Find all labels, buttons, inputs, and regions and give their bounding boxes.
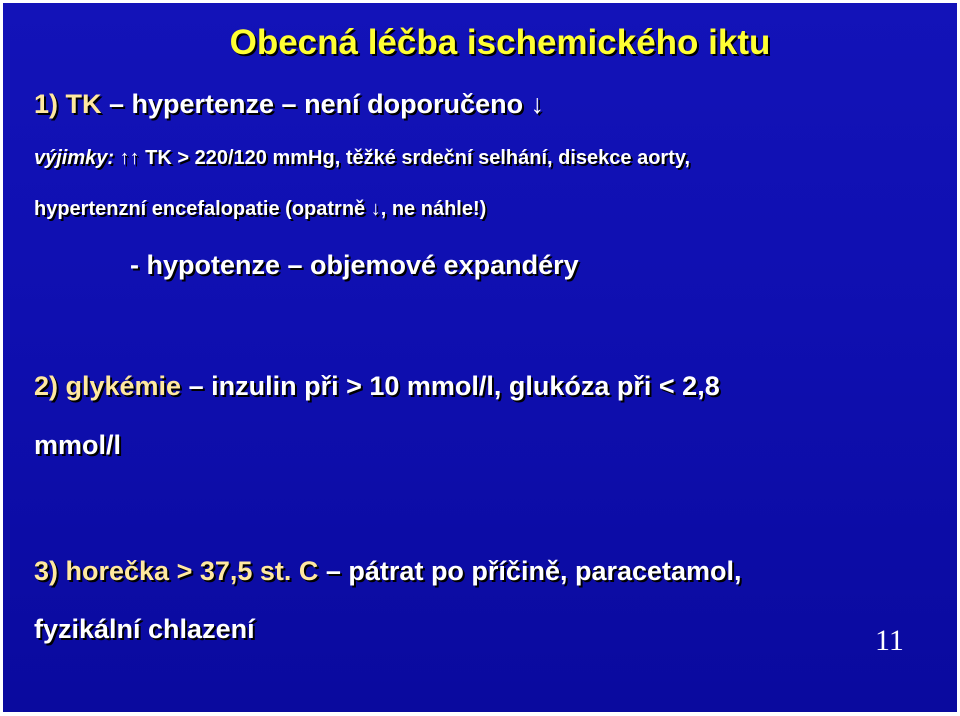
exceptions-label: výjimky: [34,147,115,169]
item-3-text: – pátrat po příčině, paracetamol, [318,556,742,586]
item-1-label: 1) TK [34,89,102,119]
slide [3,3,957,712]
page-number: 11 [875,624,904,657]
item-2-line [34,371,720,402]
item-1-line [34,89,544,120]
slide-title: Obecná léčba ischemického iktu [229,23,771,62]
item-2-text: – inzulin při > 10 mmol/l, glukóza při < 2,8 [181,371,720,401]
exceptions-continued: hypertenzní encefalopatie (opatrně ↓, ne náhle!) [34,198,487,220]
hypotension-line: - hypotenze – objemové expandéry [130,250,579,280]
item-3-label: 3) horečka > 37,5 st. C [34,556,319,586]
item-3-line [34,556,742,587]
item-2-label: 2) glykémie [34,371,182,401]
item-3-continued: fyzikální chlazení [34,614,255,644]
exceptions-text: ↑↑ TK > 220/120 mmHg, těžké srdeční selhání, disekce aorty, [114,147,691,169]
exceptions-line [34,147,690,170]
item-2-continued: mmol/l [34,430,122,460]
item-1-text: – hypertenze – není doporučeno ↓ [101,89,545,119]
